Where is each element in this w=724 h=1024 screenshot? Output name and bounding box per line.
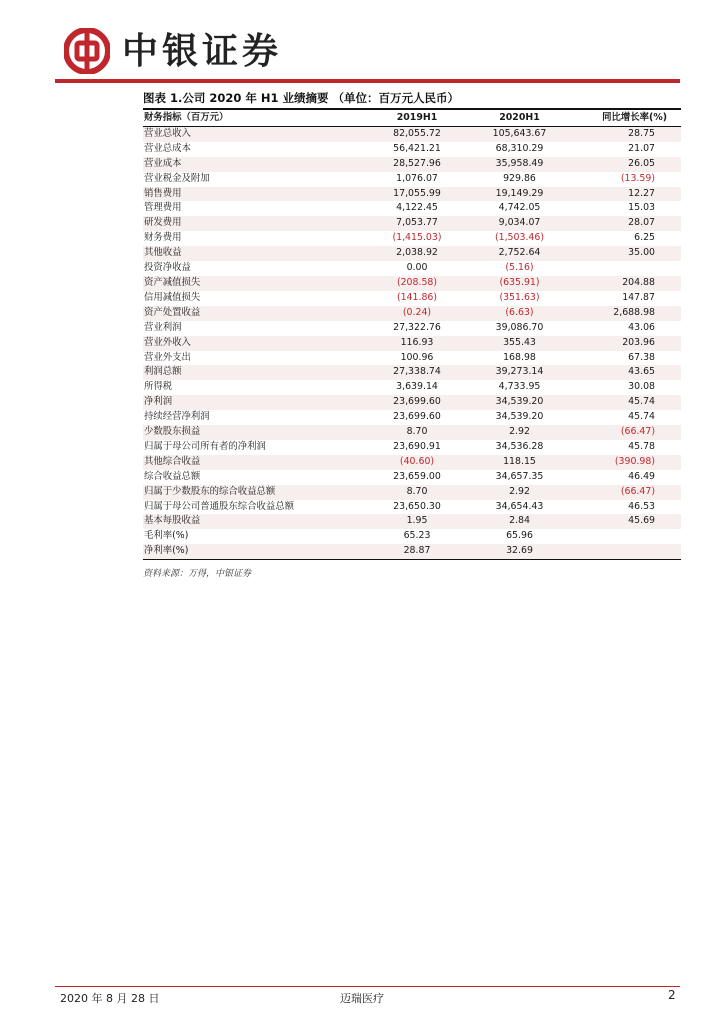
- table-row: [143, 306, 681, 321]
- value-yoy: 43.06: [628, 321, 655, 333]
- value-2020h1: 2.92: [466, 425, 573, 440]
- financial-summary-table: [143, 111, 681, 560]
- value-yoy: 12.27: [573, 187, 681, 202]
- table-row: [143, 157, 681, 172]
- value-2020h1: 929.86: [503, 172, 536, 184]
- source-note: 资料来源：万得，中银证券: [143, 569, 252, 579]
- value-yoy: 15.03: [628, 202, 655, 214]
- row-label: 管理费用: [144, 202, 182, 214]
- value-2020h1: (6.63): [466, 306, 573, 321]
- value-yoy: 28.07: [573, 216, 681, 231]
- value-yoy: (66.47): [573, 425, 681, 440]
- value-2020h1: 9,034.07: [466, 216, 573, 231]
- value-yoy: 46.49: [628, 470, 655, 482]
- table-row: [143, 380, 681, 395]
- value-2020h1: 2.92: [466, 485, 573, 500]
- value-2019h1: 17,055.99: [368, 187, 466, 202]
- row-label: 毛利率(%): [144, 530, 189, 542]
- value-2019h1: 23,650.30: [393, 500, 441, 512]
- row-label: 营业税金及附加: [144, 172, 210, 184]
- row-label: 持续经营净利润: [144, 411, 210, 423]
- table-row: [143, 351, 681, 366]
- value-2020h1: 68,310.29: [495, 142, 544, 154]
- value-2020h1: (5.16): [505, 262, 534, 274]
- footer-date: 2020 年 8 月 28 日: [60, 992, 160, 1005]
- table-row: [143, 455, 681, 470]
- value-2020h1: 355.43: [466, 336, 573, 351]
- value-yoy: [573, 544, 681, 559]
- value-2019h1: 23,690.91: [393, 440, 441, 452]
- value-2019h1: 0.00: [406, 262, 428, 274]
- value-2020h1: 35,958.49: [466, 157, 573, 172]
- table-row: [143, 216, 681, 231]
- value-2019h1: 28,527.96: [368, 157, 466, 172]
- table-row: [143, 321, 681, 336]
- table-row: [143, 261, 681, 276]
- row-label: 营业外收入: [143, 336, 368, 351]
- value-yoy: 45.74: [573, 395, 681, 410]
- row-label: 营业总成本: [144, 142, 191, 154]
- value-2020h1: (351.63): [499, 291, 540, 303]
- value-2020h1: 118.15: [466, 455, 573, 470]
- table-row: [143, 126, 681, 141]
- footer-company: 迈瑞医疗: [340, 992, 384, 1005]
- value-2020h1: (635.91): [466, 276, 573, 291]
- value-2020h1: 105,643.67: [466, 126, 573, 141]
- row-label: 营业总收入: [143, 126, 368, 141]
- value-2019h1: 27,322.76: [393, 321, 441, 333]
- table-row: [143, 336, 681, 351]
- value-2019h1: 100.96: [400, 351, 434, 363]
- value-yoy: 45.78: [628, 440, 655, 452]
- table-row: [143, 500, 681, 515]
- value-2019h1: 23,699.60: [393, 411, 441, 423]
- row-label: 营业外支出: [144, 351, 191, 363]
- value-yoy: 46.53: [628, 500, 655, 512]
- row-label: 综合收益总额: [144, 470, 201, 482]
- value-2019h1: 23,659.00: [393, 470, 441, 482]
- table-row: [143, 187, 681, 202]
- table-row: [143, 365, 681, 380]
- value-yoy: 203.96: [573, 336, 681, 351]
- value-2020h1: 4,733.95: [498, 381, 541, 393]
- value-2020h1: 65.96: [506, 530, 533, 542]
- value-2019h1: 1.95: [368, 514, 466, 529]
- row-label: 利润总额: [143, 365, 368, 380]
- row-label: 营业成本: [143, 157, 368, 172]
- column-header-2019h1: 2019H1: [368, 111, 466, 126]
- value-2019h1: 8.70: [368, 425, 466, 440]
- value-yoy: (13.59): [620, 172, 655, 184]
- value-2020h1: 39,273.14: [466, 365, 573, 380]
- value-yoy: 2,688.98: [573, 306, 681, 321]
- table-row: [143, 544, 681, 559]
- page-number: 2: [668, 988, 676, 1002]
- table-row: [143, 410, 681, 425]
- table-row: [143, 485, 681, 500]
- value-yoy: 204.88: [573, 276, 681, 291]
- value-2019h1: 3,639.14: [396, 381, 438, 393]
- value-yoy: [573, 529, 681, 544]
- value-2020h1: 39,086.70: [495, 321, 544, 333]
- row-label: 销售费用: [143, 187, 368, 202]
- row-label: 其他综合收益: [143, 455, 368, 470]
- row-label: 归属于少数股东的综合收益总额: [143, 485, 368, 500]
- row-label: 归属于母公司所有者的净利润: [144, 440, 266, 452]
- row-label: 少数股东损益: [143, 425, 368, 440]
- table-row: [143, 276, 681, 291]
- row-label: 研发费用: [143, 216, 368, 231]
- table-row: [143, 291, 681, 306]
- value-2020h1: 34,654.43: [495, 500, 544, 512]
- table-row: [143, 529, 681, 544]
- table-row: [143, 440, 681, 455]
- value-2019h1: 4,122.45: [396, 202, 438, 214]
- value-yoy: 45.69: [573, 514, 681, 529]
- row-label: 营业利润: [144, 321, 182, 333]
- value-2020h1: 2,752.64: [466, 246, 573, 261]
- footer-divider: [55, 986, 680, 987]
- table-header-row: [143, 111, 681, 126]
- table-row: [143, 470, 681, 485]
- value-yoy: 147.87: [622, 291, 655, 303]
- value-yoy: 43.65: [573, 365, 681, 380]
- row-label: 信用减值损失: [144, 291, 201, 303]
- value-yoy: (390.98): [573, 455, 681, 470]
- value-2019h1: (1,415.03): [392, 232, 442, 244]
- value-yoy: (66.47): [573, 485, 681, 500]
- value-2019h1: 1,076.07: [396, 172, 438, 184]
- header-divider: [55, 79, 680, 83]
- value-yoy: 28.75: [573, 126, 681, 141]
- value-2019h1: 8.70: [368, 485, 466, 500]
- row-label: 净利率(%): [143, 544, 368, 559]
- value-yoy: 30.08: [628, 381, 655, 393]
- value-yoy: 6.25: [634, 232, 655, 244]
- table-row: [143, 395, 681, 410]
- brand-name: 中银证券: [122, 30, 283, 72]
- value-2019h1: (141.86): [396, 291, 438, 303]
- value-2019h1: (0.24): [368, 306, 466, 321]
- value-2020h1: 168.98: [503, 351, 536, 363]
- table-row: [143, 172, 681, 187]
- value-2020h1: 4,742.05: [498, 202, 541, 214]
- title-rule: [143, 108, 681, 110]
- value-yoy: [573, 261, 681, 276]
- table-row: [143, 201, 681, 216]
- value-2020h1: 34,539.20: [495, 411, 544, 423]
- value-2019h1: 2,038.92: [368, 246, 466, 261]
- value-yoy: 67.38: [628, 351, 655, 363]
- table-row: [143, 425, 681, 440]
- value-2020h1: 32.69: [466, 544, 573, 559]
- value-2020h1: 34,536.28: [495, 440, 544, 452]
- row-label: 财务费用: [144, 232, 182, 244]
- value-2019h1: 56,421.21: [393, 142, 441, 154]
- table-title: 图表 1.公司 2020 年 H1 业绩摘要 （单位：百万元人民币）: [143, 91, 460, 105]
- value-2019h1: (208.58): [368, 276, 466, 291]
- row-label: 基本每股收益: [143, 514, 368, 529]
- row-label: 所得税: [144, 381, 173, 393]
- table-row: [143, 142, 681, 157]
- value-2020h1: 2.84: [466, 514, 573, 529]
- value-yoy: 26.05: [573, 157, 681, 172]
- row-label: 投资净收益: [144, 262, 191, 274]
- value-2019h1: (40.60): [368, 455, 466, 470]
- row-label: 净利润: [143, 395, 368, 410]
- table-row: [143, 231, 681, 246]
- row-label: 资产减值损失: [143, 276, 368, 291]
- value-2019h1: 28.87: [368, 544, 466, 559]
- value-2019h1: 7,053.77: [368, 216, 466, 231]
- value-yoy: 35.00: [573, 246, 681, 261]
- value-yoy: 21.07: [628, 142, 655, 154]
- table-row: [143, 514, 681, 529]
- value-2020h1: 19,149.29: [466, 187, 573, 202]
- value-2020h1: 34,539.20: [466, 395, 573, 410]
- column-header-metric: 财务指标（百万元）: [143, 111, 368, 126]
- row-label: 资产处置收益: [143, 306, 368, 321]
- value-2020h1: 34,657.35: [495, 470, 544, 482]
- column-header-yoy: 同比增长率(%): [573, 111, 681, 126]
- value-2019h1: 65.23: [403, 530, 431, 542]
- value-2020h1: (1,503.46): [494, 232, 545, 244]
- row-label: 归属于母公司普通股东综合收益总额: [144, 500, 295, 512]
- value-2019h1: 82,055.72: [368, 126, 466, 141]
- row-label: 其他收益: [143, 246, 368, 261]
- column-header-2020h1: 2020H1: [466, 111, 573, 126]
- value-yoy: 45.74: [628, 411, 655, 423]
- bank-of-china-logo-icon: [64, 28, 110, 74]
- value-2019h1: 27,338.74: [368, 365, 466, 380]
- value-2019h1: 23,699.60: [368, 395, 466, 410]
- value-2019h1: 116.93: [368, 336, 466, 351]
- report-header: [64, 26, 282, 76]
- table-row: [143, 246, 681, 261]
